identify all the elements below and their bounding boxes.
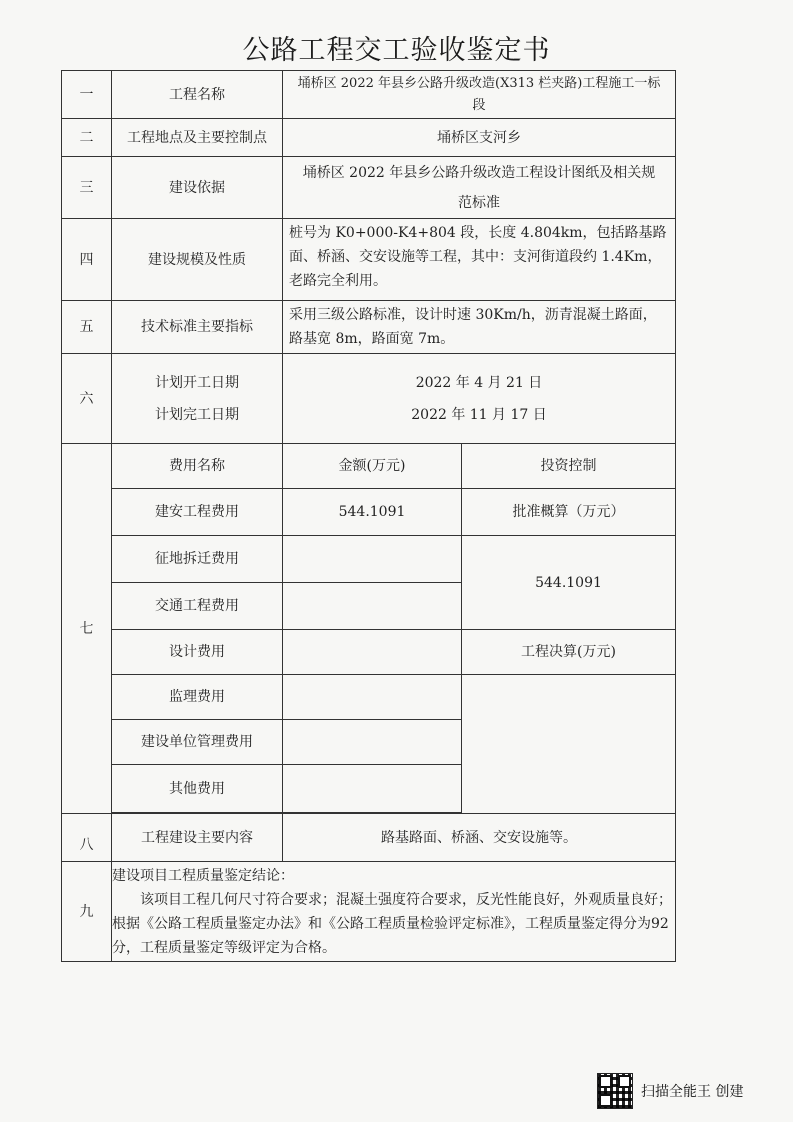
row-schedule	[62, 354, 676, 444]
project-name-label: 工程名称	[112, 71, 283, 119]
basis-value: 埇桥区 2022 年县乡公路升级改造工程设计图纸及相关规范标准	[283, 157, 676, 219]
traffic-engineering-cost-label: 交通工程费用	[112, 583, 283, 630]
row-quality-conclusion	[62, 862, 676, 962]
row-number: 八	[62, 814, 112, 862]
owner-management-cost-amount	[283, 720, 462, 765]
project-name-value: 埇桥区 2022 年县乡公路升级改造(X313 栏夹路)工程施工一标段	[283, 71, 676, 119]
scanner-watermark	[597, 1073, 743, 1109]
tech-standard-label: 技术标准主要指标	[112, 301, 283, 354]
location-label: 工程地点及主要控制点	[112, 119, 283, 157]
row-project-name	[62, 71, 676, 119]
page-title: 公路工程交工验收鉴定书	[242, 35, 551, 66]
land-acquisition-cost-amount	[283, 536, 462, 583]
cost-row	[62, 675, 676, 720]
row-number: 二	[62, 119, 112, 157]
row-number: 九	[62, 862, 112, 962]
row-number: 四	[62, 219, 112, 301]
cost-row	[62, 536, 676, 583]
amount-header: 金额(万元)	[283, 444, 462, 489]
tech-standard-value: 采用三级公路标准，设计时速 30Km/h，沥青混凝土路面，路基宽 8m，路面宽 7m。	[283, 301, 676, 354]
cost-name-header: 费用名称	[112, 444, 283, 489]
qr-code-icon	[597, 1073, 633, 1109]
construction-cost-amount: 544.1091	[283, 489, 462, 536]
cost-header-row	[62, 444, 676, 489]
construction-cost-label: 建安工程费用	[112, 489, 283, 536]
investment-control-header: 投资控制	[462, 444, 676, 489]
row-number: 五	[62, 301, 112, 354]
conclusion-heading: 建设项目工程质量鉴定结论：	[112, 867, 294, 884]
main-content-value: 路基路面、桥涵、交安设施等。	[283, 814, 676, 862]
owner-management-cost-label: 建设单位管理费用	[112, 720, 283, 765]
final-account-value	[462, 675, 676, 814]
traffic-engineering-cost-amount	[283, 583, 462, 630]
row-scale	[62, 219, 676, 301]
row-number: 六	[62, 354, 112, 444]
row-number: 三	[62, 157, 112, 219]
row-basis	[62, 157, 676, 219]
basis-label: 建设依据	[112, 157, 283, 219]
row-location	[62, 119, 676, 157]
approved-budget-value: 544.1091	[462, 536, 676, 630]
main-content-label: 工程建设主要内容	[112, 814, 283, 862]
row-main-content	[62, 814, 676, 862]
planned-end-label: 计划完工日期	[155, 406, 239, 423]
row-number: 一	[62, 71, 112, 119]
design-cost-label: 设计费用	[112, 630, 283, 675]
planned-start-label: 计划开工日期	[155, 374, 239, 391]
watermark-text: 扫描全能王 创建	[641, 1084, 744, 1100]
planned-start-value: 2022 年 4 月 21 日	[415, 374, 543, 391]
cost-row	[62, 489, 676, 536]
row-tech-standard	[62, 301, 676, 354]
location-value: 埇桥区支河乡	[283, 119, 676, 157]
other-cost-amount	[283, 765, 462, 813]
land-acquisition-cost-label: 征地拆迁费用	[112, 536, 283, 583]
row-number: 七	[62, 444, 112, 814]
scale-label: 建设规模及性质	[112, 219, 283, 301]
planned-end-value: 2022 年 11 月 17 日	[411, 406, 547, 423]
scale-value: 桩号为 K0+000-K4+804 段，长度 4.804km，包括路基路面、桥涵、交安设施等工程，其中：支河街道段约 1.4Km，老路完全利用。	[283, 219, 676, 301]
approved-budget-label: 批准概算（万元）	[462, 489, 676, 536]
other-cost-label: 其他费用	[112, 765, 283, 813]
supervision-cost-amount	[283, 675, 462, 720]
conclusion-body: 该项目工程几何尺寸符合要求；混凝土强度符合要求，反光性能良好，外观质量良好；根据《公路工程质量鉴定办法》和《公路工程质量检验评定标准》，工程质量鉴定得分为92分，工程质量鉴定等级评定为合格。	[112, 891, 672, 956]
supervision-cost-label: 监理费用	[112, 675, 283, 720]
design-cost-amount	[283, 630, 462, 675]
cost-row	[62, 630, 676, 675]
final-account-label: 工程决算(万元)	[462, 630, 676, 675]
appraisal-table	[61, 70, 676, 962]
